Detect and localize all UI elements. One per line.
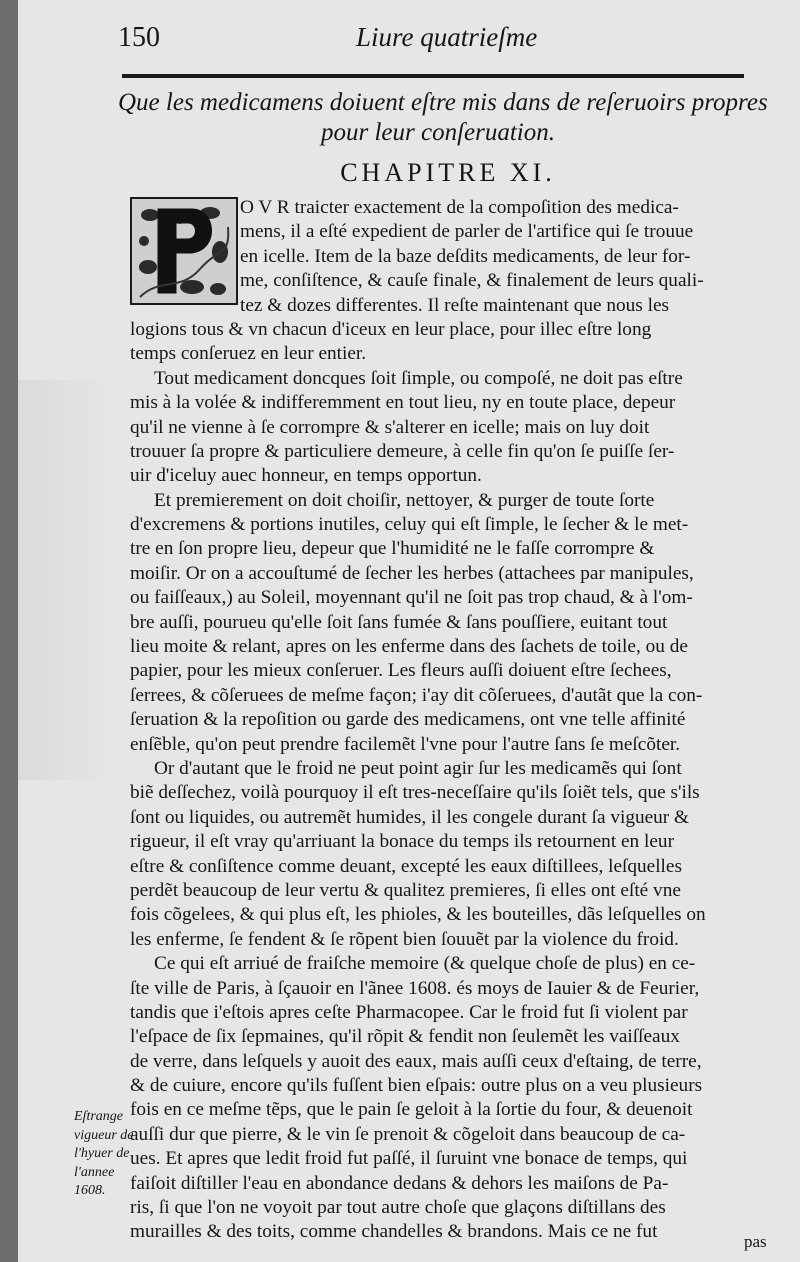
text-line: me, conſiſtence, & cauſe finale, & finalement de leurs quali- [240,270,704,292]
text-line: auſſi dur que pierre, & le vin ſe prenoit & cõgeloit dans beaucoup de ca- [130,1123,686,1145]
running-title: Liure quatrieſme [356,22,538,52]
text-line: en icelle. Item de la baze deſdits medicaments, de leur for- [240,245,691,267]
text-line: Ce qui eſt arriué de fraiſche memoire (& quelque choſe de plus) en ce- [154,953,696,975]
page-number: 150 [118,22,160,53]
text-line: Tout medicament doncques ſoit ſimple, ou compoſé, ne doit pas eſtre [154,367,683,389]
text-line: & de cuiure, encore qu'ils fuſſent bien eſpais: outre plus on a veu plusieurs [130,1075,703,1097]
text-line: ſont ou liquides, ou autremẽt humides, il les congele durant ſa vigueur & [130,806,690,828]
margin-note-line: vigueur de [74,1127,134,1143]
text-line: lieu moite & relant, apres on les enferme dans des ſachets de toile, ou de [130,636,688,658]
text-line: murailles & des toits, comme chandelles & brandons. Mais ce ne fut [130,1221,658,1243]
text-line: qu'il ne vienne à ſe corrompre & s'alterer en icelle; mais on luy doit [130,416,650,438]
book-page [18,0,800,1262]
text-line: Et premierement on doit choiſir, nettoyer, & purger de toute ſorte [154,489,655,511]
chapter-heading: CHAPITRE XI. [340,158,556,187]
text-line: ſeruation & la repoſition ou garde des medicamens, ont vne telle affinité [130,709,686,731]
text-line: uir d'iceluy auec honneur, en temps opportun. [130,465,482,487]
text-line: ſerrees, & cõſeruees de meſme façon; i'ay dit cõſeruees, d'autãt que la con- [130,684,703,706]
text-line: enſẽble, qu'on peut prendre facilemẽt l'vne pour l'autre ſans ſe meſcõter. [130,733,681,755]
text-line: ou faiſſeaux,) au Soleil, moyennant qu'il ne ſoit pas trop chaud, & à l'om- [130,587,693,609]
text-line: Or d'autant que le froid ne peut point agir ſur les medicamẽs qui ſont [154,757,682,779]
text-line: moiſir. Or on a accouſtumé de ſecher les herbes (attachees par manipules, [130,562,694,584]
chapter-title-line: Que les medicamens doiuent eſtre mis dans de reſeruoirs propres [118,89,768,116]
header-rule [122,74,744,78]
text-line: perdẽt beaucoup de leur vertu & qualitez premieres, ſi elles ont eſté vne [130,879,681,901]
text-line: rigueur, il eſt vray qu'arriuant la bonace du temps ils retournent en leur [130,831,674,853]
text-line: trouuer ſa propre & particuliere demeure, à celle fin qu'on ſe puiſſe ſer- [130,440,675,462]
text-line: bre auſſi, pourueu qu'elle ſoit ſans fumée & ſans pouſſiere, euitant tout [130,611,668,633]
chapter-title-line: pour leur conſeruation. [320,119,555,146]
text-line: mens, il a eſté expedient de parler de l'artifice qui ſe trouue [240,221,694,243]
margin-note [74,1108,136,1201]
text-line: tez & dozes differentes. Il reſte maintenant que nous les [240,294,670,316]
margin-note-line: l'annee [74,1164,115,1180]
text-line: l'eſpace de ſix ſepmaines, qu'il rõpit & fendit non ſeulemẽt les vaiſſeaux [130,1026,680,1048]
text-line: tre en ſon propre lieu, depeur que l'humidité ne le faſſe corrompre & [130,538,655,560]
text-line: faiſoit diſtiller l'eau en abondance dedans & dehors les maiſons de Pa- [130,1172,669,1194]
text-line: ſte ville de Paris, à ſçauoir en l'ãnee 1608. és moys de Iauier & de Feurier, [130,977,700,999]
page-header [118,20,758,56]
margin-note-line: Eſtrange [74,1109,123,1124]
text-line: d'excremens & portions inutiles, celuy qui eſt ſimple, le ſecher & le met- [130,514,689,536]
text-line: fois en ce meſme tẽps, que le pain ſe geloit à la ſortie du four, & deuenoit [130,1099,693,1121]
text-line: les enferme, ſe fendent & ſe rõpent bien ſouuẽt par la violence du froid. [130,928,679,950]
margin-note-line: 1608. [74,1183,106,1198]
text-line: biẽ deſſechez, voilà pourquoy il eſt tres-neceſſaire qu'ils ſoiẽt tels, que s'ils [130,782,700,804]
text-line: logions tous & vn chacun d'iceux en leur place, pour illec eſtre long [130,318,652,340]
body-text [130,196,762,1245]
text-line: fois cõgelees, & qui plus eſt, les phioles, & les bouteilles, dãs leſquelles on [130,904,706,926]
text-line: O V R traicter exactement de la compoſition des medica- [240,197,679,218]
margin-note-line: l'hyuer de [74,1146,130,1161]
catchword: pas [744,1232,767,1251]
text-line: eſtre & conſiſtence comme deuant, excepté les eaux diſtillees, leſquelles [130,855,682,877]
text-line: papier, pour les mieux conſeruer. Les fleurs auſſi doiuent eſtre ſechees, [130,660,672,682]
text-line: ues. Et apres que ledit froid fut paſſé, il ſuruint vne bonace de temps, qui [130,1148,688,1170]
text-line: ris, ſi que l'on ne voyoit par tout autre choſe que glaçons diſtillans des [130,1197,666,1219]
text-line: de verre, dans leſquels y auoit des eaux, mais auſſi ceux d'eſtaing, de terre, [130,1050,702,1072]
chapter-title [118,88,768,148]
facing-page-bleed [18,380,113,780]
text-line: mis à la volée & indifferemment en tout lieu, ny en toute place, depeur [130,392,676,414]
text-line: tandis que i'eſtois apres ceſte Pharmacopee. Car le froid fut ſi violent par [130,1001,688,1023]
text-line: temps conſeruez en leur entier. [130,343,367,365]
